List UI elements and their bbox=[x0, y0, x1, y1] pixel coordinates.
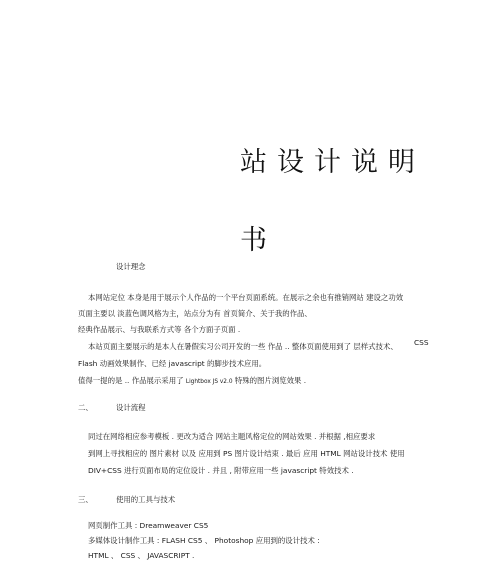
intro-paragraph-2-line-1: 本站页面主要展示的是本人在暑假实习公司开发的一些 作品 .. 整体页面使用到了 层样式技术、 bbox=[88, 342, 398, 351]
intro-line-3-start: 值得一提的是 .. 作品展示采用了 bbox=[78, 376, 184, 385]
section-2-line-2: 到网上寻找相应的 图片素材 以及 应用到 PS 图片设计结束 . 最后 应用 HTML 网站设计技术 使用 bbox=[88, 449, 405, 458]
intro-css-label: CSS bbox=[414, 338, 429, 347]
section-2-number: 二、 bbox=[78, 403, 93, 412]
intro-paragraph-1-line-1: 本网站定位 本身是用于展示个人作品的一个平台页面系统。在展示之余也有推销网站 建设之功效 bbox=[88, 293, 404, 302]
section-3-line-2: 多媒体设计制作工具 : FLASH CS5 、 Photoshop 应用到的设计技术 : bbox=[88, 536, 320, 545]
intro-paragraph-1-line-3: 经典作品展示、与我联系方式等 各个方面子页面 . bbox=[78, 325, 241, 334]
document-title-line-1: 站设计说明 bbox=[240, 147, 425, 178]
section-heading-design-concept: 设计理念 bbox=[116, 262, 146, 271]
intro-paragraph-2-line-3 bbox=[78, 376, 306, 387]
intro-paragraph-2-line-2: Flash 动画效果制作、已经 javascript 的脚步技术应用。 bbox=[78, 359, 267, 368]
intro-paragraph-1-line-2: 页面主要以 淡蓝色调风格为主，站点分为有 首页简介、关于我的作品、 bbox=[78, 309, 312, 318]
section-3-number: 三、 bbox=[78, 495, 93, 504]
section-3-heading: 使用的工具与技术 bbox=[116, 495, 176, 504]
document-title-line-2: 书 bbox=[240, 225, 277, 256]
intro-line-3-end: 特殊的图片浏览效果 . bbox=[234, 376, 307, 385]
section-3-line-1: 网页制作工具 : Dreamweaver CS5 bbox=[88, 521, 209, 530]
section-3-line-3: HTML 、 CSS 、 JAVASCRIPT . bbox=[88, 551, 195, 560]
section-2-line-3: DIV+CSS 进行页面布局的定位设计 . 并且 , 附带应用一些 javascript 特效技术 . bbox=[88, 466, 354, 475]
intro-lightbox-label: Lightbox JS v2.0 bbox=[185, 379, 233, 385]
section-2-line-1: 同过在网络相应参考模板 . 更改为适合 网站主题风格定位的网站效果 . 并根据 ,相应要求 bbox=[88, 432, 376, 441]
section-2-heading: 设计流程 bbox=[116, 403, 146, 412]
